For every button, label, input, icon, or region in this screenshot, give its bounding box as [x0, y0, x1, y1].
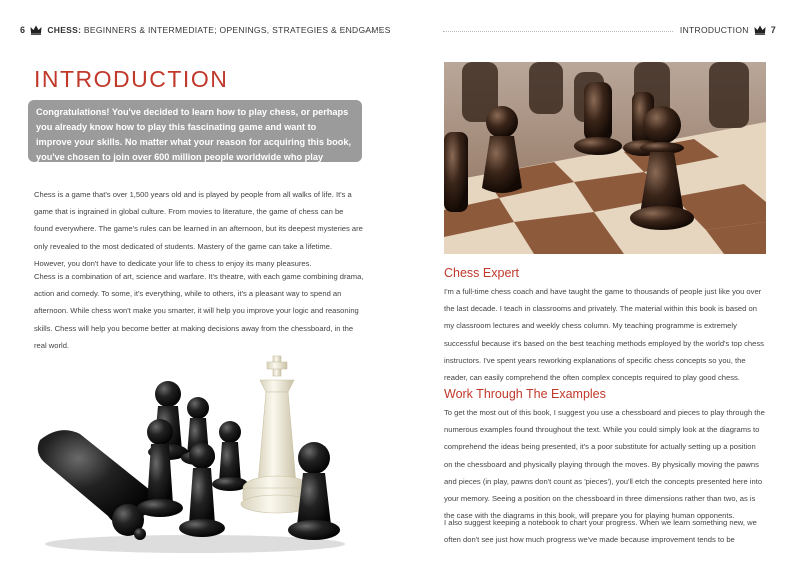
chessboard-photo — [444, 62, 766, 254]
running-head-right — [680, 25, 776, 35]
final-paragraph: I also suggest keeping a notebook to chart your progress. When we learn something new, we often don't see just how much progress we've made because improvement tends to be — [444, 518, 757, 545]
section-text-work-through: To get the most out of this book, I suggest you use a chessboard and pieces to play through the numerous examples found throughout the text. While you could simply look at the diagrams to comprehend the ideas being presented, it's a poor substitute for actually setting up a position on the chessboard and physically playing through the moves. By physically moving the pawns and pieces (in play, pawns don't count as 'pieces'), you'll etch the concepts presented here into your memory. Seeing a position on the chessboard in three dimensions rather than two, as is the case with the diagrams in this book, will prepare you for playing human opponents. — [444, 408, 765, 521]
page-number-left: 6 — [20, 25, 26, 35]
running-head-text: BEGINNERS & INTERMEDIATE; OPENINGS, STRATEGIES & ENDGAMES — [83, 25, 391, 35]
crown-icon — [30, 25, 42, 35]
section-heading-work-through: Work Through The Examples — [444, 387, 606, 401]
crown-icon — [754, 25, 766, 35]
header-rule-right — [443, 31, 673, 32]
chess-pieces-photo — [30, 348, 345, 556]
page-title: INTRODUCTION — [34, 66, 229, 92]
running-head-left — [20, 25, 391, 35]
intro-callout: Congratulations! You've decided to learn how to play chess, or perhaps you already know how to play this fascinating game and want to improve your skills. No matter what your reason for acquiring this book, you've chosen to join over 600 million people worldwide who play chess. — [28, 100, 362, 162]
page-number-right: 7 — [770, 25, 776, 35]
section-heading-chess-expert: Chess Expert — [444, 266, 520, 280]
running-head-bold: CHESS: — [47, 25, 82, 35]
intro-paragraph-2: Chess is a combination of art, science and warfare. It's theatre, with each game combining drama, action and comedy. To some, it's everything, while to others, it's a pleasant way to spend an afternoon. While chess won't make you smarter, it will help you improve your logic and reasoning skills. Chess will help you become better at making decisions away from the chessboard, in the real world. — [34, 272, 364, 350]
section-text-chess-expert: I'm a full-time chess coach and have taught the game to thousands of people just like you over the last decade. I teach in classrooms and privately. The material within this book is based on my classroom lectures and weekly chess column. My teaching programme is extremely successful because it's based on the best teaching methods employed by the world's top chess instructors. I've spent years reworking explanations of specific chess concepts so you, the reader, can easily comprehend the often complex concepts required to play good chess. — [444, 287, 764, 383]
intro-paragraph-1: Chess is a game that's over 1,500 years old and is played by people from all walks of life. It's a game that is ingrained in global culture. From movies to literature, the game of chess can be found everywhere. The game's rules can be learned in an afternoon, but its deepest mysteries are only revealed to the most dedicated of students. Mastery of the game can take a lifetime. However, you don't have to dedicate your life to chess to enjoy its many pleasures. — [34, 190, 363, 268]
header-rule-left — [340, 31, 384, 32]
right-page — [400, 0, 800, 575]
running-head-right-text: INTRODUCTION — [679, 25, 749, 35]
